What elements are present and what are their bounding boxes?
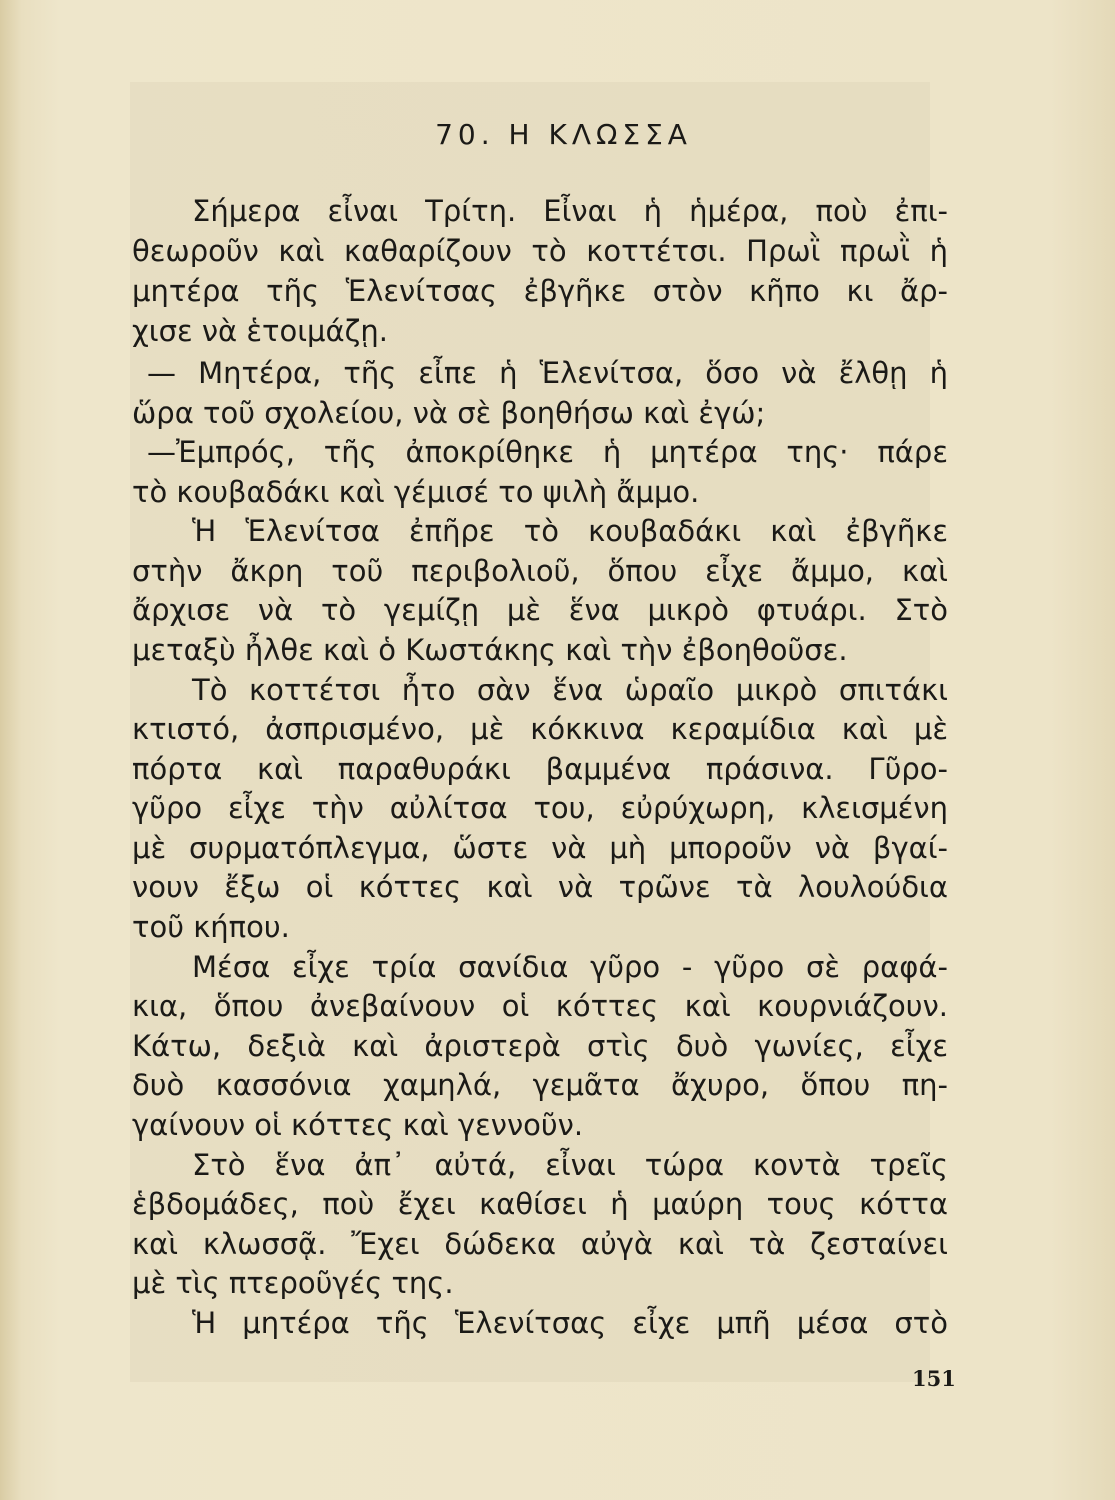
text-line: Ἡ Ἑλενίτσα ἐπῆρε τὸ κουβαδάκι καὶ ἐβγῆκε bbox=[192, 514, 948, 548]
page-number: 151 bbox=[912, 1366, 956, 1391]
text-line: Στὸ ἕνα ἀπ᾽ αὐτά, εἶναι τώρα κοντὰ τρεῖς bbox=[192, 1148, 948, 1182]
text-line: μὲ συρματόπλεγμα, ὥστε νὰ μὴ μποροῦν νὰ βγαί- bbox=[132, 831, 948, 865]
text-line: μητέρα τῆς Ἑλενίτσας ἐβγῆκε στὸν κῆπο κι ἄρ- bbox=[132, 274, 948, 308]
text-line: —Ἐμπρός, τῆς ἀποκρίθηκε ἡ μητέρα της· πάρε bbox=[147, 435, 948, 469]
text-line: μεταξὺ ἦλθε καὶ ὁ Κωστάκης καὶ τὴν ἐβοηθοῦσε. bbox=[132, 633, 848, 667]
text-line: — Μητέρα, τῆς εἶπε ἡ Ἑλενίτσα, ὅσο νὰ ἔλθῃ ἡ bbox=[147, 356, 948, 390]
text-line: δυὸ κασσόνια χαμηλά, γεμᾶτα ἄχυρο, ὅπου πη- bbox=[132, 1068, 948, 1102]
text-line: θεωροῦν καὶ καθαρίζουν τὸ κοττέτσι. Πρωῒ πρωῒ ἡ bbox=[132, 234, 948, 268]
text-line: Τὸ κοττέτσι ἦτο σὰν ἕνα ὡραῖο μικρὸ σπιτάκι bbox=[192, 673, 948, 707]
text-line: ἑβδομάδες, ποὺ ἔχει καθίσει ἡ μαύρη τους κόττα bbox=[132, 1187, 948, 1221]
text-line: γαίνουν οἱ κόττες καὶ γεννοῦν. bbox=[132, 1108, 584, 1142]
text-line: καὶ κλωσσᾷ. Ἔχει δώδεκα αὐγὰ καὶ τὰ ζεσταίνει bbox=[132, 1227, 948, 1261]
text-line: νουν ἔξω οἱ κόττες καὶ νὰ τρῶνε τὰ λουλούδια bbox=[132, 870, 948, 904]
text-line: Ἡ μητέρα τῆς Ἑλενίτσας εἶχε μπῆ μέσα στὸ bbox=[192, 1306, 948, 1340]
text-line: Κάτω, δεξιὰ καὶ ἀριστερὰ στὶς δυὸ γωνίες, εἶχε bbox=[132, 1029, 948, 1063]
chapter-title: 70. Η ΚΛΩΣΣΑ bbox=[435, 118, 692, 151]
text-line: μὲ τὶς πτεροῦγές της. bbox=[132, 1266, 454, 1300]
text-line: τοῦ κήπου. bbox=[132, 910, 290, 944]
text-line: τὸ κουβαδάκι καὶ γέμισέ το ψιλὴ ἄμμο. bbox=[132, 475, 700, 509]
text-line: ὥρα τοῦ σχολείου, νὰ σὲ βοηθήσω καὶ ἐγώ; bbox=[132, 396, 766, 430]
text-line: ἄρχισε νὰ τὸ γεμίζῃ μὲ ἕνα μικρὸ φτυάρι. Στὸ bbox=[132, 593, 948, 627]
text-line: γῦρο εἶχε τὴν αὐλίτσα του, εὐρύχωρη, κλεισμένη bbox=[132, 791, 948, 825]
text-line: πόρτα καὶ παραθυράκι βαμμένα πράσινα. Γῦρο- bbox=[132, 752, 948, 786]
text-line: Μέσα εἶχε τρία σανίδια γῦρο - γῦρο σὲ ραφά- bbox=[192, 950, 948, 984]
text-line: στὴν ἄκρη τοῦ περιβολιοῦ, ὅπου εἶχε ἄμμο, καὶ bbox=[132, 554, 948, 588]
text-line: χισε νὰ ἑτοιμάζῃ. bbox=[132, 314, 389, 348]
text-line: Σήμερα εἶναι Τρίτη. Εἶναι ἡ ἡμέρα, ποὺ ἐπι- bbox=[192, 194, 948, 228]
text-line: κια, ὅπου ἀνεβαίνουν οἱ κόττες καὶ κουρνιάζουν. bbox=[132, 989, 948, 1023]
text-line: κτιστό, ἀσπρισμένο, μὲ κόκκινα κεραμίδια καὶ μὲ bbox=[132, 712, 948, 746]
